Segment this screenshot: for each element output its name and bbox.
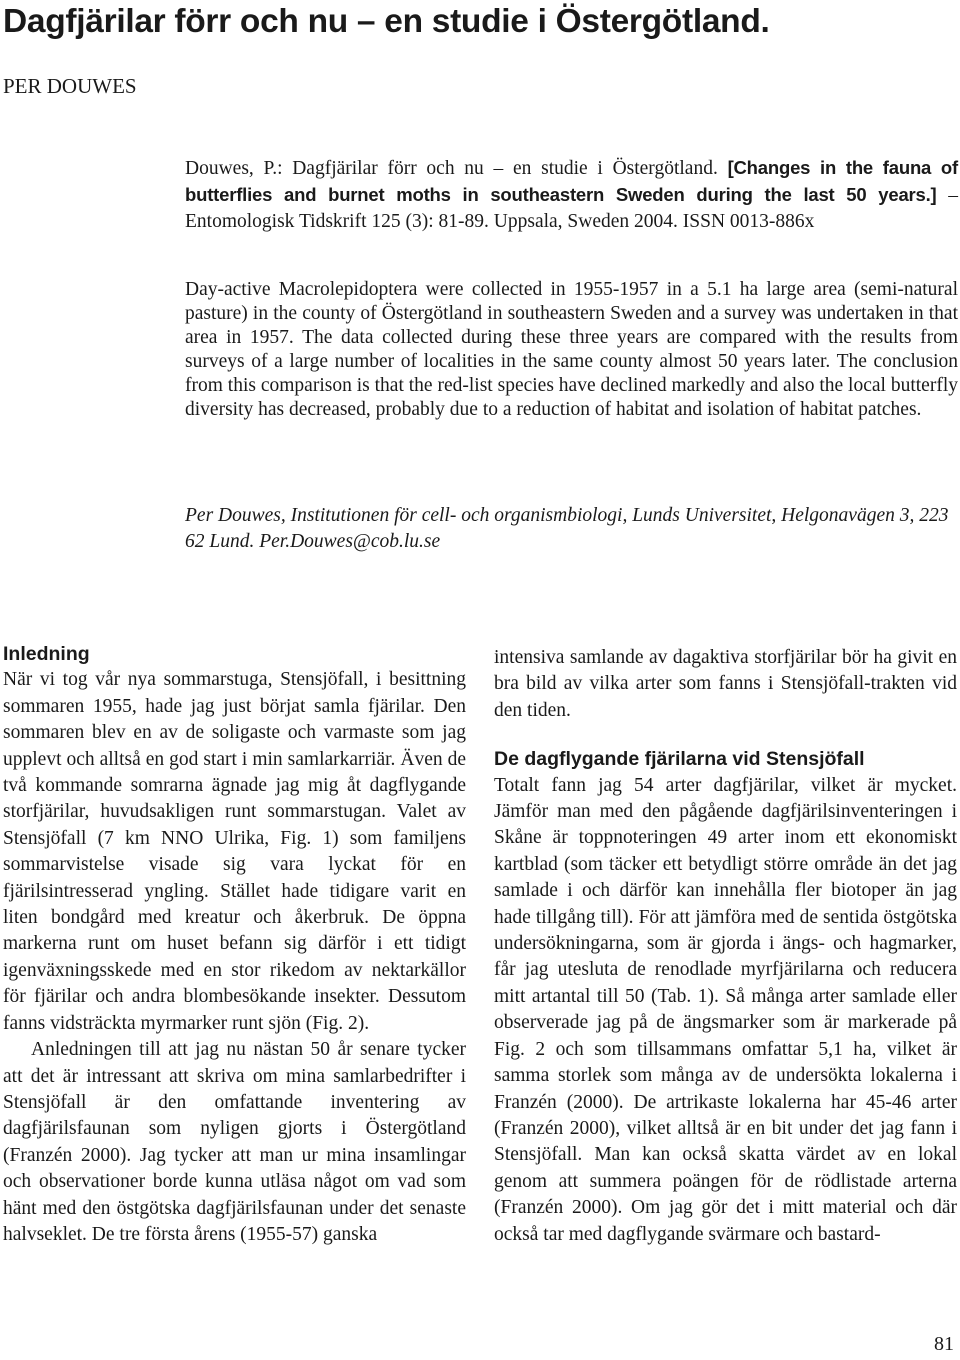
author-name: PER DOUWES: [3, 74, 137, 98]
page-number: 81: [934, 1333, 954, 1355]
left-column: [3, 641, 466, 1248]
body-paragraph: Totalt fann jag 54 arter dagfjärilar, vilket är mycket. Jämför man med den pågående dagfjärilsinventeringen i Skåne är toppnoteringen 49 arter inom ett ekonomiskt kartblad (som täcker ett betydligt större område än det jag samlade i och därför kan innehålla fler biotoper än jag hade tillgång till). För att jämföra med de sentida östgötska undersökningarna, som är gjorda i ängs- och hagmarker, får jag utesluta de renodlade myrfjärilarna och reducera mitt artantal till 50 (Tab. 1). Så många arter samlade eller observerade jag på de ängsmarker som är markerade på Fig. 2 och som tillsammans omfattar 5,1 ha, vilket är samma storlek som många av de undersökta lokalerna i Franzén (2000). De artrikaste lokalerna har 45-46 arter (Franzén 2000), vilket alltså är en bit under det jag fann i Stensjöfall. Man kan också skatta värdet av en lokal genom att summera poängen för de rödlistade arterna (Franzén 2000). Om jag gör det i mitt material och där också tar med dagflygande svärmare och bastard-: [494, 774, 957, 1245]
citation-journal: – Entomologisk Tidskrift 125 (3): 81-89. Uppsala, Sweden 2004. ISSN 0013-886x: [185, 185, 959, 232]
citation-reference: Douwes, P.: Dagfjärilar förr och nu – en studie i Östergötland.: [185, 158, 718, 179]
author-affiliation: Per Douwes, Institutionen för cell- och organismbiologi, Lunds Universitet, Helgonavägen 3, 223 62 Lund. Per.Douwes@cob.lu.se: [185, 505, 949, 552]
body-paragraph: Anledningen till att jag nu nästan 50 år senare tycker att det är intressant att skriva om mina samlarbedrifter i Stensjöfall är den omfattande inventering av dagfjärilsfaunan som nyligen gjorts i Östergötland (Franzén 2000). Jag tycker att man ur mina insamlingar och observationer borde kunna utläsa något om vad som hänt med den östgötska dagfjärilsfaunan under det senaste halvseklet. De tre första årens (1955-57) ganska: [3, 1039, 466, 1245]
section-heading-dagflygande: De dagflygande fjärilarna vid Stensjöfall: [494, 748, 865, 771]
section-heading-inledning: Inledning: [3, 643, 90, 665]
citation-english-title: [Changes in the fauna of butterflies and burnet moths in southeastern Sweden during the last 50 years.]: [185, 157, 958, 205]
body-paragraph: När vi tog vår nya sommarstuga, Stensjöfall, i besittning sommaren 1955, hade jag just börjat samla fjärilar. Den sommaren blev en av de soligaste och varmaste som jag upplevt och alltså en god start i min samlarkarriär. Även de två kommande somrarna ägnade jag mig åt dagflygande storfjärilar, huvudsakligen runt sommarstugan. Valet av Stensjöfall (7 km NNO Ulrika, Fig. 1) som familjens sommarvistelse visade sig vara lyckat för en fjärilsintresserad yngling. Stället hade tidigare varit en liten bondgård med kreatur och åkerbruk. De öppna markerna runt om huset befann sig därför i ett tidigt igenväxningsskede med en stor rikedom av nektarkällor för fjärilar och andra blombesökande insekter. Dessutom fanns vidsträckta myrmarker runt sjön (Fig. 2).: [3, 669, 466, 1034]
page-title: Dagfjärilar förr och nu – en studie i Östergötland.: [3, 3, 770, 40]
right-column: [494, 645, 957, 1248]
abstract: Day-active Macrolepidoptera were collected in 1955-1957 in a 5.1 ha large area (semi-natural pasture) in the county of Östergötland in southeastern Sweden and a survey was undertaken in that area in 1957. The data collected during these three years are compared with the results from surveys of a large number of localities in the same county almost 50 years later. The conclusion from this comparison is that the red-list species have declined markedly and also the local butterfly diversity has decreased, probably due to a reduction of habitat and isolation of habitat patches.: [185, 279, 958, 420]
citation-block: [185, 155, 958, 235]
body-paragraph: intensiva samlande av dagaktiva storfjärilar bör ha givit en bra bild av vilka arter som fanns i Stensjöfall-trakten vid den tiden.: [494, 647, 957, 721]
